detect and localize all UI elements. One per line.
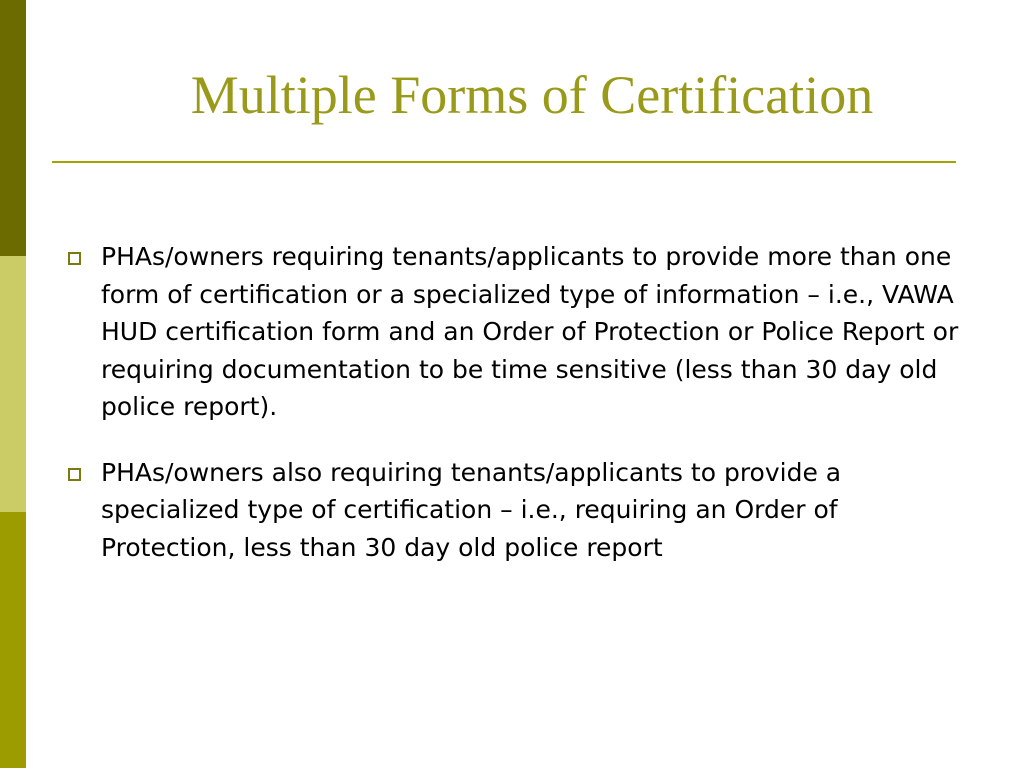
title-underline-rule (52, 161, 956, 163)
bullet-text: PHAs/owners also requiring tenants/applicants to provide a specialized type of certification – i.e., requiring an Order of Protection, less than 30 day old police report (101, 457, 842, 562)
side-accent-bar (0, 0, 26, 768)
slide-title: Multiple Forms of Certification (190, 65, 874, 125)
hollow-square-bullet-icon (68, 252, 81, 265)
bullet-item (62, 238, 962, 426)
bullet-text: PHAs/owners requiring tenants/applicants to provide more than one form of certification or a specialized type of information – i.e., VAWA HUD certification form and an Order of Protection or Police Report or requiring documentation to be time sensitive (less than 30 day old police report). (101, 242, 959, 421)
hollow-square-bullet-icon (68, 468, 81, 481)
side-accent-bottom (0, 512, 26, 768)
side-accent-top (0, 0, 26, 256)
bullet-item (62, 454, 962, 567)
bullet-list (62, 238, 962, 594)
side-accent-middle (0, 256, 26, 512)
